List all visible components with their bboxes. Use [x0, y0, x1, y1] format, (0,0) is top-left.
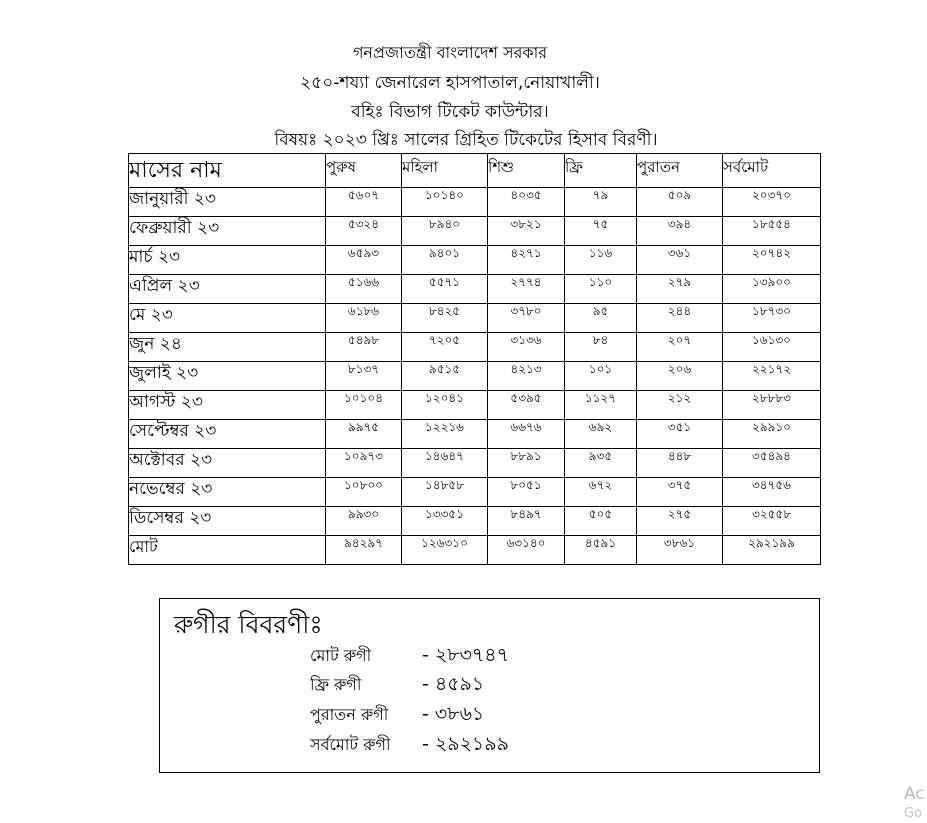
value-cell: ৩৯৪: [637, 217, 723, 246]
summary-label: ফ্রি রুগী: [310, 675, 362, 694]
summary-label: মোট রুগী: [310, 646, 372, 665]
activation-watermark-sub: Go: [904, 806, 923, 821]
value-cell: ২৮৮৮৩: [723, 391, 821, 420]
value-cell: ৬৭২: [565, 478, 637, 507]
month-cell: ডিসেম্বর ২৩: [129, 507, 326, 536]
value-cell: ৩৪৭৫৬: [723, 478, 821, 507]
value-cell: ১৩৯০০: [723, 275, 821, 304]
value-cell: ৪৪৮: [637, 449, 723, 478]
summary-value: - ৪৫৯১: [422, 673, 485, 695]
total-cell: ২৯২১৯৯: [723, 536, 821, 565]
value-cell: ৫৩২৪: [326, 217, 402, 246]
value-cell: ১০৯৭৩: [326, 449, 402, 478]
govt-title: গনপ্রজাতন্ত্রী বাংলাদেশ সরকার: [352, 43, 548, 62]
value-cell: ৮৯৪০: [402, 217, 488, 246]
table-row: [129, 362, 821, 391]
value-cell: ১০১০৪: [326, 391, 402, 420]
value-cell: ৫০৫: [565, 507, 637, 536]
month-cell: জুন ২৪: [129, 333, 326, 362]
value-cell: ১২০৪১: [402, 391, 488, 420]
value-cell: ১৪৬৪৭: [402, 449, 488, 478]
month-cell: মার্চ ২৩: [129, 246, 326, 275]
value-cell: ১৩৩৫১: [402, 507, 488, 536]
value-cell: ৯৫: [565, 304, 637, 333]
column-header-old: পুরাতন: [637, 154, 723, 188]
value-cell: ৮০৫১: [488, 478, 565, 507]
table-row: [129, 246, 821, 275]
summary-title: রুগীর বিবরণীঃ: [174, 610, 323, 639]
value-cell: ৯৯৩০: [326, 507, 402, 536]
table-row: [129, 420, 821, 449]
value-cell: ৫১৬৬: [326, 275, 402, 304]
month-cell: জানুয়ারী ২৩: [129, 188, 326, 217]
value-cell: ৩৭৮০: [488, 304, 565, 333]
month-cell: নভেম্বের ২৩: [129, 478, 326, 507]
value-cell: ২৭৭৪: [488, 275, 565, 304]
value-cell: ৬৬৭৬: [488, 420, 565, 449]
value-cell: ৪২১৩: [488, 362, 565, 391]
value-cell: ২০৩৭০: [723, 188, 821, 217]
month-cell: অক্টোবর ২৩: [129, 449, 326, 478]
document-subject: বিষয়ঃ ২০২৩ খ্রিঃ সালের গ্রিহিত টিকেটের হিসাব বিরণী।: [274, 130, 658, 150]
value-cell: ১১৬: [565, 246, 637, 275]
table-row: [129, 478, 821, 507]
value-cell: ২৪৪: [637, 304, 723, 333]
value-cell: ৪২৭১: [488, 246, 565, 275]
table-row: [129, 391, 821, 420]
value-cell: ২২১৭২: [723, 362, 821, 391]
value-cell: ১৮৭৩০: [723, 304, 821, 333]
value-cell: ৮১৩৭: [326, 362, 402, 391]
month-cell: মে ২৩: [129, 304, 326, 333]
value-cell: ৩১৩৬: [488, 333, 565, 362]
table-total-row: [129, 536, 821, 565]
patient-summary-box: [159, 598, 820, 773]
column-header-free: ফ্রি: [565, 154, 637, 188]
table-row: [129, 507, 821, 536]
table-row: [129, 304, 821, 333]
total-cell: ৬৩১৪০: [488, 536, 565, 565]
month-cell: আগস্ট ২৩: [129, 391, 326, 420]
value-cell: ৭২০৫: [402, 333, 488, 362]
month-cell: সেপ্টেম্বর ২৩: [129, 420, 326, 449]
activation-watermark: Ac: [904, 784, 925, 804]
value-cell: ১১২৭: [565, 391, 637, 420]
table-header-row: [129, 154, 821, 188]
value-cell: ২৯৯১০: [723, 420, 821, 449]
value-cell: ১০১: [565, 362, 637, 391]
month-cell: এপ্রিল ২৩: [129, 275, 326, 304]
table-row: [129, 449, 821, 478]
value-cell: ৬৫৯৩: [326, 246, 402, 275]
total-cell: ৩৮৬১: [637, 536, 723, 565]
summary-value: - ২৯২১৯৯: [422, 733, 509, 755]
value-cell: ৩৫৪৯৪: [723, 449, 821, 478]
summary-label: পুরাতন রুগী: [310, 705, 389, 724]
summary-row-old: [310, 700, 484, 732]
hospital-name: ২৫০-শয্যা জেনারেল হাসপাতাল,নোয়াখালী।: [300, 73, 600, 93]
value-cell: ৯৯৭৫: [326, 420, 402, 449]
column-header-child: শিশু: [488, 154, 565, 188]
value-cell: ১৪৮৫৮: [402, 478, 488, 507]
summary-value: - ৩৮৬১: [422, 703, 485, 725]
value-cell: ৭৯: [565, 188, 637, 217]
column-header-grand-total: সর্বমোট: [723, 154, 821, 188]
value-cell: ৫৫৭১: [402, 275, 488, 304]
table-row: [129, 275, 821, 304]
value-cell: ৯৩৫: [565, 449, 637, 478]
value-cell: ৫৪৯৮: [326, 333, 402, 362]
value-cell: ৮৪: [565, 333, 637, 362]
summary-row-grand-total: [310, 730, 509, 762]
department-name: বহিঃ বিভাগ টিকেট কাউন্টার।: [351, 102, 549, 122]
value-cell: ২০৭: [637, 333, 723, 362]
value-cell: ৫০৯: [637, 188, 723, 217]
value-cell: ১৬১৩০: [723, 333, 821, 362]
value-cell: ৩৮২১: [488, 217, 565, 246]
value-cell: ২০৬: [637, 362, 723, 391]
value-cell: ৩৫১: [637, 420, 723, 449]
total-label: মোট: [129, 536, 326, 565]
summary-label: সর্বমোট রুগী: [310, 735, 391, 754]
value-cell: ৯৫১৫: [402, 362, 488, 391]
value-cell: ৬১৮৬: [326, 304, 402, 333]
value-cell: ৮৮৯১: [488, 449, 565, 478]
value-cell: ৩৭৫: [637, 478, 723, 507]
column-header-female: মহিলা: [402, 154, 488, 188]
column-header-month: মাসের নাম: [129, 154, 326, 188]
value-cell: ২১২: [637, 391, 723, 420]
value-cell: ৩২৫৫৮: [723, 507, 821, 536]
total-cell: ১২৬৩১০: [402, 536, 488, 565]
month-cell: জুলাই ২৩: [129, 362, 326, 391]
value-cell: ১৮৫৫৪: [723, 217, 821, 246]
table-row: [129, 188, 821, 217]
summary-row-total: [310, 641, 509, 673]
value-cell: ৬৯২: [565, 420, 637, 449]
value-cell: ৮৪২৫: [402, 304, 488, 333]
value-cell: ৮৪৯৭: [488, 507, 565, 536]
table-row: [129, 217, 821, 246]
value-cell: ৭৫: [565, 217, 637, 246]
value-cell: ৪০৩৫: [488, 188, 565, 217]
value-cell: ৫৬০৭: [326, 188, 402, 217]
value-cell: ১১০: [565, 275, 637, 304]
column-header-male: পুরুষ: [326, 154, 402, 188]
month-cell: ফেব্রুয়ারী ২৩: [129, 217, 326, 246]
total-cell: ৪৫৯১: [565, 536, 637, 565]
table-row: [129, 333, 821, 362]
summary-value: - ২৮৩৭৪৭: [422, 644, 509, 666]
value-cell: ২৭৫: [637, 507, 723, 536]
value-cell: ৫৩৯৫: [488, 391, 565, 420]
summary-row-free: [310, 670, 484, 702]
value-cell: ২০৭৪২: [723, 246, 821, 275]
total-cell: ৯৪২৯৭: [326, 536, 402, 565]
value-cell: ৩৬১: [637, 246, 723, 275]
value-cell: ১০১৪০: [402, 188, 488, 217]
value-cell: ১২২১৬: [402, 420, 488, 449]
value-cell: ১০৮০০: [326, 478, 402, 507]
value-cell: ৯৪০১: [402, 246, 488, 275]
ticket-table: [128, 153, 821, 565]
value-cell: ২৭৯: [637, 275, 723, 304]
